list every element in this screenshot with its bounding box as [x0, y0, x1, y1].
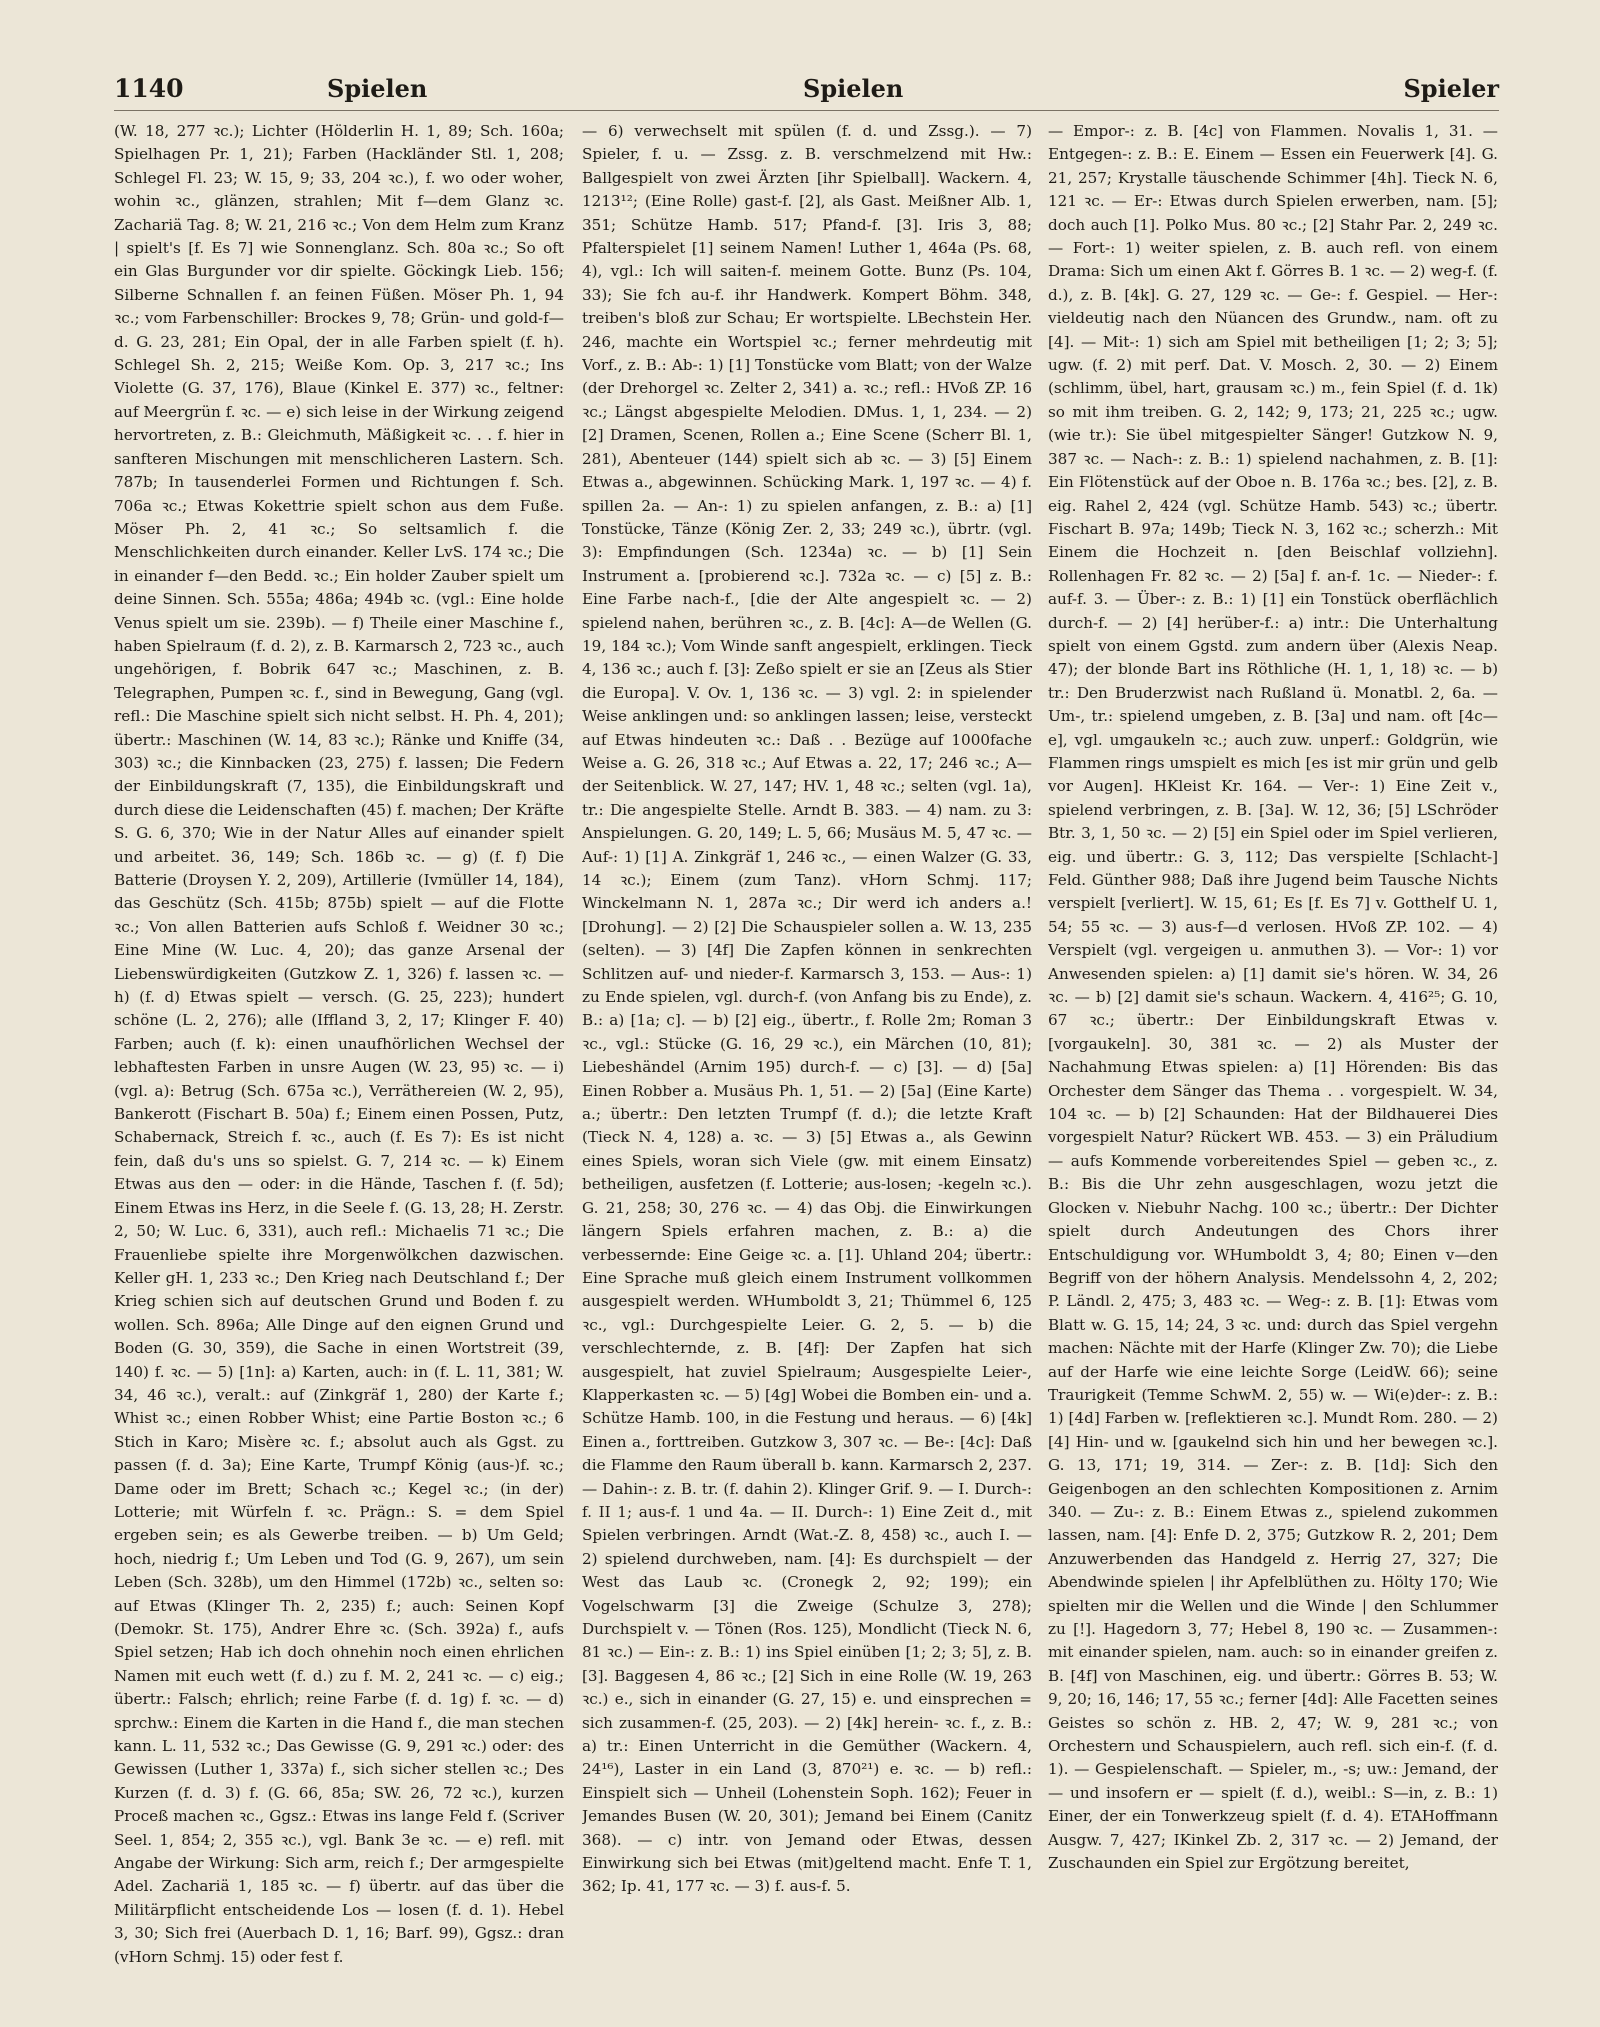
- column-text: (W. 18, 277 ꝛc.); Lichter (Hölderlin H. 1, 89; Sch. 160a; Spielhagen Pr. 1, 21); Farben (Hackländer Stl. 1, 208; Schlegel Fl. 23; W. 15, 9; 33, 204 ꝛc.), f. wo oder woher, wohin ꝛc., glänzen, strahlen; Mit f—dem Glanz ꝛc. Zachariä Tag. 8; W. 21, 216 ꝛc.; Von dem Helm zum Kranz | spielt's [f. Es 7] wie Sonnenglanz. Sch. 80a ꝛc.; So oft ein Glas Burgunder vor dir spielte. Göckingk Lieb. 156; Silberne Schnallen f. an feinen Füßen. Möser Ph. 1, 94 ꝛc.; vom Farbenschiller: Brockes 9, 78; Grün- und gold-f—d. G. 23, 281; Ein Opal, der in alle Farben spielt (f. h). Schlegel Sh. 2, 215; Weiße Kom. Op. 3, 217 ꝛc.; Ins Violette (G. 37, 176), Blaue (Kinkel E. 377) ꝛc., feltner: auf Meergrün f. ꝛc. — e) sich leise in der Wirkung zeigend hervortreten, z. B.: Gleichmuth, Mäßigkeit ꝛc. . . f. hier in sanfteren Mischungen mit menschlicheren Lastern. Sch. 787b; In tausenderlei Formen und Richtungen f. Sch. 706a ꝛc.; Etwas Kokettrie spielt schon aus dem Fuße. Möser Ph. 2, 41 ꝛc.; So seltsamlich f. die Menschlichkeiten durch einander. Keller LvS. 174 ꝛc.; Die in einander f—den Bedd. ꝛc.; Ein holder Zauber spielt um deine Sinnen. Sch. 555a; 486a; 494b ꝛc. (vgl.: Eine holde Venus spielt um sie. 239b). — f) Theile einer Maschine f., haben Spielraum (f. d. 2), z. B. Karmarsch 2, 723 ꝛc., auch ungehörigen, f. Bobrik 647 ꝛc.; Maschinen, z. B. Telegraphen, Pumpen ꝛc. f., sind in Bewegung, Gang (vgl. refl.: Die Maschine spielt sich nicht selbst. H. Ph. 4, 201); übertr.: Maschinen (W. 14, 83 ꝛc.); Ränke und Kniffe (34, 303) ꝛc.; die Kinnbacken (23, 275) f. lassen; Die Federn der Einbildungskraft (7, 135), die Einbildungskraft und durch diese die Leidenschaften (45) f. machen; Der Kräfte S. G. 6, 370; Wie in der Natur Alles auf einander spielt und arbeitet. 36, 149; Sch. 186b ꝛc. — g) (f. f) Die Batterie (Droysen Y. 2, 209), Artillerie (Ivmüller 14, 184), das Geschütz (Sch. 415b; 875b) spielt — auf die Flotte ꝛc.; Von allen Batterien aufs Schloß f. Weidner 30 ꝛc.; Eine Mine (W. Luc. 4, 20); das ganze Arsenal der Liebenswürdigkeiten (Gutzkow Z. 1, 326) f. lassen ꝛc. — h) (f. d) Etwas spielt — versch. (G. 25, 223); hundert schöne (L. 2, 276); alle (Iffland 3, 2, 17; Klinger F. 40) Farben; auch (f. k): einen unaufhörlichen Wechsel der lebhaftesten Farben in unsre Augen (W. 23, 95) ꝛc. — i) (vgl. a): Betrug (Sch. 675a ꝛc.), Verräthereien (W. 2, 95), Bankerott (Fischart B. 50a) f.; Einem einen Possen, Putz, Schabernack, Streich f. ꝛc., auch (f. Es 7): Es ist nicht fein, daß du's uns so spielst. G. 7, 214 ꝛc. — k) Einem Etwas aus den — oder: in die Hände, Taschen f. (f. 5d); Einem Etwas ins Herz, in die Seele f. (G. 13, 28; H. Zerstr. 2, 50; W. Luc. 6, 331), auch refl.: Michaelis 71 ꝛc.; Die Frauenliebe spielte ihre Morgenwölkchen dazwischen. Keller gH. 1, 233 ꝛc.; Den Krieg nach Deutschland f.; Der Krieg schien sich auf deutschen Grund und Boden f. zu wollen. Sch. 896a; Alle Dinge auf den eignen Grund und Boden (G. 30, 359), die Sache in einen Wortstreit (39, 140) f. ꝛc. — 5) [1n]: a) Karten, auch: in (f. L. 11, 381; W. 34, 46 ꝛc.), veralt.: auf (Zinkgräf 1, 280) der Karte f.; Whist ꝛc.; einen Robber Whist; eine Partie Boston ꝛc.; 6 Stich in Karo; Misère ꝛc. f.; absolut auch als Ggst. zu passen (f. d. 3a); Eine Karte, Trumpf König (aus-)f. ꝛc.; Dame oder im Brett; Schach ꝛc.; Kegel ꝛc.; (in der) Lotterie; mit Würfeln f. ꝛc. Prägn.: S. = dem Spiel ergeben sein; es als Gewerbe treiben. — b) Um Geld; hoch, niedrig f.; Um Leben und Tod (G. 9, 267), um sein Leben (Sch. 328b), um den Himmel (172b) ꝛc., selten so: auf Etwas (Klinger Th. 2, 235) f.; auch: Seinen Kopf (Demokr. St. 175), Andrer Ehre ꝛc. (Sch. 392a) f., aufs Spiel setzen; Hab ich doch ohnehin noch einen ehrlichen Namen mit euch wett (f. d.) zu f. M. 2, 241 ꝛc. — c) eig.; übertr.: Falsch; ehrlich; reine Farbe (f. d. 1g) f. ꝛc. — d) sprchw.: Einem die Karten in die Hand f., die man stechen kann. L. 11, 532 ꝛc.; Das Gewisse (G. 9, 291 ꝛc.) oder: des Gewissen (Luther 1, 337a) f., sich sicher stellen ꝛc.; Des Kurzen (f. d. 3) f. (G. 66, 85a; SW. 26, 72 ꝛc.), kurzen Proceß machen ꝛc., Ggsz.: Etwas ins lange Feld f. (Scriver Seel. 1, 854; 2, 355 ꝛc.), vgl. Bank 3e ꝛc. — e) refl. mit Angabe der Wirkung: Sich arm, reich f.; Der armgespielte Adel. Zachariä 1, 185 ꝛc. — f) übertr. auf das über die Militärpflicht entscheidende Los — losen (f. d. 1). Hebel 3, 30; Sich frei (Auerbach D. 1, 16; Barf. 99), Ggsz.: dran (vHorn Schmj. 15) oder fest f.: [114, 122, 564, 1966]
- text-column-left: [114, 120, 564, 2010]
- header-rule: [114, 110, 1499, 111]
- center-headword: Spielen: [803, 74, 904, 103]
- text-column-right: [1048, 120, 1498, 2010]
- column-text: — 6) verwechselt mit spülen (f. d. und Zssg.). — 7) Spieler, f. u. — Zssg. z. B. verschmelzend mit Hw.: Ballgespielt von zwei Ärzten [ihr Spielball]. Wackern. 4, 1213¹²; (Eine Rolle) gast-f. [2], als Gast. Meißner Alb. 1, 351; Schütze Hamb. 517; Pfand-f. [3]. Iris 3, 88; Pfalterspielet [1] seinem Namen! Luther 1, 464a (Ps. 68, 4), vgl.: Ich will saiten-f. meinem Gotte. Bunz (Ps. 104, 33); Sie fch au-f. ihr Handwerk. Kompert Böhm. 348, treiben's bloß zur Schau; Er wortspielte. LBechstein Her. 246, machte ein Wortspiel ꝛc.; ferner mehrdeutig mit Vorf., z. B.: Ab-: 1) [1] Tonstücke vom Blatt; von der Walze (der Drehorgel ꝛc. Zelter 2, 341) a. ꝛc.; refl.: HVoß ZP. 16 ꝛc.; Längst abgespielte Melodien. DMus. 1, 1, 234. — 2) [2] Dramen, Scenen, Rollen a.; Eine Scene (Scherr Bl. 1, 281), Abenteuer (144) spielt sich ab ꝛc. — 3) [5] Einem Etwas a., abgewinnen. Schücking Mark. 1, 197 ꝛc. — 4) f. spillen 2a. — An-: 1) zu spielen anfangen, z. B.: a) [1] Tonstücke, Tänze (König Zer. 2, 33; 249 ꝛc.), übrtr. (vgl. 3): Empfindungen (Sch. 1234a) ꝛc. — b) [1] Sein Instrument a. [probierend ꝛc.]. 732a ꝛc. — c) [5] z. B.: Eine Farbe nach-f., [die der Alte angespielt ꝛc. — 2) spielend nahen, berühren ꝛc., z. B. [4c]: A—de Wellen (G. 19, 184 ꝛc.); Vom Winde sanft angespielt, erklingen. Tieck 4, 136 ꝛc.; auch f. [3]: Zeßo spielt er sie an [Zeus als Stier die Europa]. V. Ov. 1, 136 ꝛc. — 3) vgl. 2: in spielender Weise anklingen und: so anklingen lassen; leise, versteckt auf Etwas hindeuten ꝛc.: Daß . . Bezüge auf 1000fache Weise a. G. 26, 318 ꝛc.; Auf Etwas a. 22, 17; 246 ꝛc.; A—der Seitenblick. W. 27, 147; HV. 1, 48 ꝛc.; selten (vgl. 1a), tr.: Die angespielte Stelle. Arndt B. 383. — 4) nam. zu 3: Anspielungen. G. 20, 149; L. 5, 66; Musäus M. 5, 47 ꝛc. — Auf-: 1) [1] A. Zinkgräf 1, 246 ꝛc., — einen Walzer (G. 33, 14 ꝛc.); Einem (zum Tanz). vHorn Schmj. 117; Winckelmann N. 1, 287a ꝛc.; Dir werd ich anders a.! [Drohung]. — 2) [2] Die Schauspieler sollen a. W. 13, 235 (selten). — 3) [4f] Die Zapfen können in senkrechten Schlitzen auf- und nieder-f. Karmarsch 3, 153. — Aus-: 1) zu Ende spielen, vgl. durch-f. (von Anfang bis zu Ende), z. B.: a) [1a; c]. — b) [2] eig., übertr., f. Rolle 2m; Roman 3 ꝛc., vgl.: Stücke (G. 16, 29 ꝛc.), ein Märchen (10, 81); Liebeshändel (Arnim 195) durch-f. — c) [3]. — d) [5a] Einen Robber a. Musäus Ph. 1, 51. — 2) [5a] (Eine Karte) a.; übertr.: Den letzten Trumpf (f. d.); die letzte Kraft (Tieck N. 4, 128) a. ꝛc. — 3) [5] Etwas a., als Gewinn eines Spiels, woran sich Viele (gw. mit einem Einsatz) betheiligen, ausfetzen (f. Lotterie; aus-losen; -kegeln ꝛc.). G. 21, 258; 30, 276 ꝛc. — 4) das Obj. die Einwirkungen längern Spiels erfahren machen, z. B.: a) die verbessernde: Eine Geige ꝛc. a. [1]. Uhland 204; übertr.: Eine Sprache muß gleich einem Instrument vollkommen ausgespielt werden. WHumboldt 3, 21; Thümmel 6, 125 ꝛc., vgl.: Durchgespielte Leier. G. 2, 5. — b) die verschlechternde, z. B. [4f]: Der Zapfen hat sich ausgespielt, hat zuviel Spielraum; Ausgespielte Leier-, Klapperkasten ꝛc. — 5) [4g] Wobei die Bomben ein- und a. Schütze Hamb. 100, in die Festung und heraus. — 6) [4k] Einen a., forttreiben. Gutzkow 3, 307 ꝛc. — Be-: [4c]: Daß die Flamme den Raum überall b. kann. Karmarsch 2, 237. — Dahin-: z. B. tr. (f. dahin 2). Klinger Grif. 9. — I. Durch-: f. II 1; aus-f. 1 und 4a. — II. Durch-: 1) Eine Zeit d., mit Spielen verbringen. Arndt (Wat.-Z. 8, 458) ꝛc., auch I. — 2) spielend durchweben, nam. [4]: Es durchspielt — der West das Laub ꝛc. (Cronegk 2, 92; 199); ein Vogelschwarm [3] die Zweige (Schulze 3, 278); Durchspielt v. — Tönen (Ros. 125), Mondlicht (Tieck N. 6, 81 ꝛc.) — Ein-: z. B.: 1) ins Spiel einüben [1; 2; 3; 5], z. B. [3]. Baggesen 4, 86 ꝛc.; [2] Sich in eine Rolle (W. 19, 263 ꝛc.) e., sich in einander (G. 27, 15) e. und einsprechen = sich zusammen-f. (25, 203). — 2) [4k] herein- ꝛc. f., z. B.: a) tr.: Einen Unterricht in die Gemüther (Wackern. 4, 24¹⁶), Laster in ein Land (3, 870²¹) e. ꝛc. — b) refl.: Einspielt sich — Unheil (Lohenstein Soph. 162); Feuer in Jemandes Busen (W. 20, 301); Jemand bei Einem (Canitz 368). — c) intr. von Jemand oder Etwas, dessen Einwirkung sich bei Etwas (mit)geltend macht. Enfe T. 1, 362; Ip. 41, 177 ꝛc. — 3) f. aus-f. 5.: [582, 122, 1032, 1896]
- page-number: 1140: [114, 74, 184, 103]
- page-header: [114, 74, 1499, 114]
- left-headword: Spielen: [327, 74, 428, 103]
- column-text: — Empor-: z. B. [4c] von Flammen. Novalis 1, 31. — Entgegen-: z. B.: E. Einem — Essen ein Feuerwerk [4]. G. 21, 257; Krystalle täuschende Schimmer [4h]. Tieck N. 6, 121 ꝛc. — Er-: Etwas durch Spielen erwerben, nam. [5]; doch auch [1]. Polko Mus. 80 ꝛc.; [2] Stahr Par. 2, 249 ꝛc. — Fort-: 1) weiter spielen, z. B. auch refl. von einem Drama: Sich um einen Akt f. Görres B. 1 ꝛc. — 2) weg-f. (f. d.), z. B. [4k]. G. 27, 129 ꝛc. — Ge-: f. Gespiel. — Her-: vieldeutig nach den Nüancen des Grundw., nam. oft zu [4]. — Mit-: 1) sich am Spiel mit betheiligen [1; 2; 3; 5]; ugw. (f. 2) mit perf. Dat. V. Mosch. 2, 30. — 2) Einem (schlimm, übel, hart, grausam ꝛc.) m., fein Spiel (f. d. 1k) so mit ihm treiben. G. 2, 142; 9, 173; 21, 225 ꝛc.; ugw. (wie tr.): Sie übel mitgespielter Sänger! Gutzkow N. 9, 387 ꝛc. — Nach-: z. B.: 1) spielend nachahmen, z. B. [1]: Ein Flötenstück auf der Oboe n. B. 176a ꝛc.; bes. [2], z. B. eig. Rahel 2, 424 (vgl. Schütze Hamb. 543) ꝛc.; übertr. Fischart B. 97a; 149b; Tieck N. 3, 162 ꝛc.; scherzh.: Mit Einem die Hochzeit n. [den Beischlaf vollziehn]. Rollenhagen Fr. 82 ꝛc. — 2) [5a] f. an-f. 1c. — Nieder-: f. auf-f. 3. — Über-: z. B.: 1) [1] ein Tonstück oberflächlich durch-f. — 2) [4] herüber-f.: a) intr.: Die Unterhaltung spielt von einem Ggstd. zum andern über (Alexis Neap. 47); der blonde Bart ins Röthliche (H. 1, 1, 18) ꝛc. — b) tr.: Den Bruderzwist nach Rußland ü. Monatbl. 2, 6a. — Um-, tr.: spielend umgeben, z. B. [3a] und nam. oft [4c—e], vgl. umgaukeln ꝛc.; auch zuw. unperf.: Goldgrün, wie Flammen rings umspielt es mich [es ist mir grün und gelb vor Augen]. HKleist Kr. 164. — Ver-: 1) Eine Zeit v., spielend verbringen, z. B. [3a]. W. 12, 36; [5] LSchröder Btr. 3, 1, 50 ꝛc. — 2) [5] ein Spiel oder im Spiel verlieren, eig. und übertr.: G. 3, 112; Das verspielte [Schlacht-] Feld. Günther 988; Daß ihre Jugend beim Tausche Nichts verspielt [verliert]. W. 15, 61; Es [f. Es 7] v. Gotthelf U. 1, 54; 55 ꝛc. — 3) aus-f—d verlosen. HVoß ZP. 102. — 4) Verspielt (vgl. vergeigen u. anmuthen 3). — Vor-: 1) vor Anwesenden spielen: a) [1] damit sie's hören. W. 34, 26 ꝛc. — b) [2] damit sie's schaun. Wackern. 4, 416²⁵; G. 10, 67 ꝛc.; übertr.: Der Einbildungskraft Etwas v. [vorgaukeln]. 30, 381 ꝛc. — 2) als Muster der Nachahmung Etwas spielen: a) [1] Hörenden: Bis das Orchester dem Sänger das Thema . . vorgespielt. W. 34, 104 ꝛc. — b) [2] Schaunden: Hat der Bildhauerei Dies vorgespielt Natur? Rückert WB. 453. — 3) ein Präludium — aufs Kommende vorbereitendes Spiel — geben ꝛc., z. B.: Bis die Uhr zehn ausgeschlagen, wozu jetzt die Glocken v. Niebuhr Nachg. 100 ꝛc.; übertr.: Der Dichter spielt durch Andeutungen des Chors ihrer Entschuldigung vor. WHumboldt 3, 4; 80; Einen v—den Begriff von der höhern Analysis. Mendelssohn 4, 2, 202; P. Ländl. 2, 475; 3, 483 ꝛc. — Weg-: z. B. [1]: Etwas vom Blatt w. G. 15, 14; 24, 3 ꝛc. und: durch das Spiel vergehn machen: Nächte mit der Harfe (Klinger Zw. 70); die Liebe auf der Harfe wie eine leichte Sorge (LeidW. 66); seine Traurigkeit (Temme SchwM. 2, 55) w. — Wi(e)der-: z. B.: 1) [4d] Farben w. [reflektieren ꝛc.]. Mundt Rom. 280. — 2) [4] Hin- und w. [gaukelnd sich hin und her bewegen ꝛc.]. G. 13, 171; 19, 314. — Zer-: z. B. [1d]: Sich den Geigenbogen an den schlechten Kompositionen z. Arnim 340. — Zu-: z. B.: Einem Etwas z., spielend zukommen lassen, nam. [4]: Enfe D. 2, 375; Gutzkow R. 2, 201; Dem Anzuwerbenden das Handgeld z. Herrig 27, 327; Die Abendwinde spielen | ihr Apfelblüthen zu. Hölty 170; Wie spielten mir die Wellen und die Winde | den Schlummer zu [!]. Hagedorn 3, 77; Hebel 8, 190 ꝛc. — Zusammen-: mit einander spielen, nam. auch: so in einander greifen z. B. [4f] von Maschinen, eig. und übertr.: Görres B. 53; W. 9, 20; 16, 146; 17, 55 ꝛc.; ferner [4d]: Alle Facetten seines Geistes so schön z. HB. 2, 47; W. 9, 281 ꝛc.; von Orchestern und Schauspielern, auch refl. sich ein-f. (f. d. 1). — Gespielenschaft. — Spieler, m., -s; uw.: Jemand, der — und insofern er — spielt (f. d.), weibl.: S—in, z. B.: 1) Einer, der ein Tonwerkzeug spielt (f. d. 4). ETAHoffmann Ausgw. 7, 427; IKinkel Zb. 2, 317 ꝛc. — 2) Jemand, der Zuschaunden ein Spiel zur Ergötzung bereitet,: [1048, 122, 1498, 1873]
- text-column-middle: [582, 120, 1032, 2010]
- right-headword: Spieler: [1403, 74, 1499, 103]
